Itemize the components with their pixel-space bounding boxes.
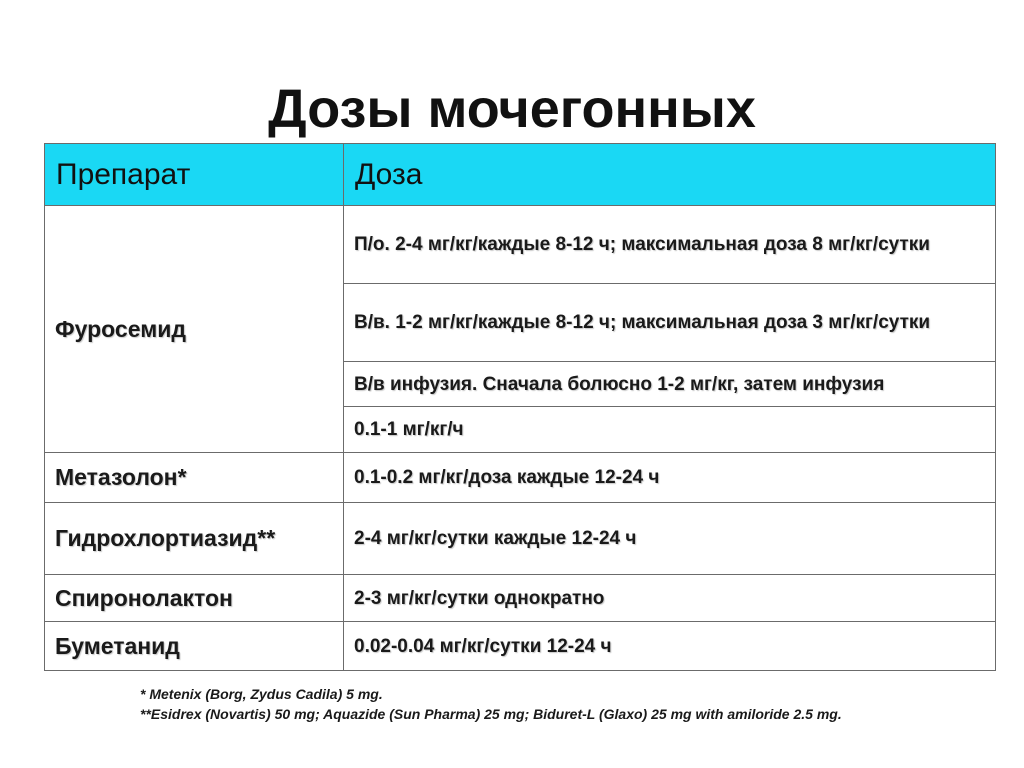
- footnote: * Metenix (Borg, Zydus Cadila) 5 mg.: [140, 686, 383, 702]
- dose-cell: 0.1-1 мг/кг/ч: [344, 407, 996, 453]
- header-row: [45, 144, 996, 206]
- page-title: Дозы мочегонных: [268, 79, 756, 140]
- table-row: [45, 622, 996, 671]
- dose-cell: В/в. 1-2 мг/кг/каждые 8-12 ч; максимальная доза 3 мг/кг/сутки: [344, 284, 996, 362]
- drug-name-cell: Фуросемид: [45, 206, 344, 453]
- footnotes: [140, 684, 842, 724]
- column-header-drug: Препарат: [45, 144, 344, 206]
- dose-cell: 0.02-0.04 мг/кг/сутки 12-24 ч: [344, 622, 996, 671]
- dose-cell: 2-4 мг/кг/сутки каждые 12-24 ч: [344, 503, 996, 575]
- drug-name-cell: Метазолон*: [45, 453, 344, 503]
- dose-cell: 2-3 мг/кг/сутки однократно: [344, 575, 996, 622]
- drug-name-cell: Буметанид: [45, 622, 344, 671]
- drug-name-cell: Спиронолактон: [45, 575, 344, 622]
- dose-cell: 0.1-0.2 мг/кг/доза каждые 12-24 ч: [344, 453, 996, 503]
- table-row: [45, 206, 996, 284]
- drug-name-cell: Гидрохлортиазид**: [45, 503, 344, 575]
- footnote: **Esidrex (Novartis) 50 mg; Aquazide (Sun Pharma) 25 mg; Biduret-L (Glaxo) 25 mg with amiloride 2.5 mg.: [140, 706, 842, 722]
- column-header-dose: Доза: [344, 144, 996, 206]
- dose-cell: П/о. 2-4 мг/кг/каждые 8-12 ч; максимальная доза 8 мг/кг/сутки: [344, 206, 996, 284]
- table-body: [45, 206, 996, 671]
- dose-cell: В/в инфузия. Сначала болюсно 1-2 мг/кг, затем инфузия: [344, 362, 996, 407]
- table-header: [45, 144, 996, 206]
- diuretic-dose-table: [44, 143, 996, 671]
- table-row: [45, 503, 996, 575]
- table-row: [45, 575, 996, 622]
- table-row: [45, 453, 996, 503]
